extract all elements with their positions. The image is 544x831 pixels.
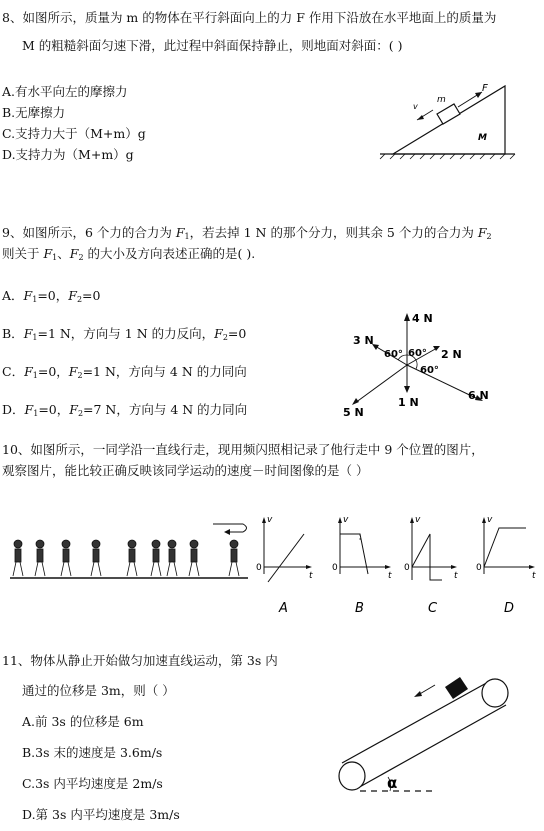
- q10-label-d: D: [504, 601, 515, 616]
- q10-label-c: C: [428, 601, 438, 616]
- q11-option-a: A.前 3s 的位移是 6m: [22, 714, 144, 729]
- q8-option-d: D.支持力为（M+m）g: [2, 147, 134, 162]
- walker-2: [35, 540, 45, 576]
- q8-option-a: A.有水平向左的摩擦力: [2, 84, 128, 99]
- q10-b-o: 0: [332, 563, 338, 573]
- q10-a-o: 0: [256, 563, 262, 573]
- q9-option-c: C．$F_1=0$，$F_2=1$ N，方向与 4 N 的力同向: [2, 364, 247, 380]
- q8-stem-line1: 8、如图所示，质量为 m 的物体在平行斜面向上的力 F 作用下沿放在水平地面上的质量为: [2, 10, 497, 25]
- walker-4: [91, 540, 101, 576]
- q8-label-F: F: [482, 83, 488, 94]
- walker-8: [189, 540, 199, 576]
- q9-label-6N: 6 N: [468, 389, 489, 402]
- q10-d-t: t: [532, 571, 536, 581]
- walker-5: [127, 540, 137, 576]
- q9-option-d: D．$F_1=0$，$F_2=7$ N，方向与 4 N 的力同向: [2, 402, 248, 418]
- q11-incline-cylinder-figure: [330, 665, 530, 800]
- q8-label-v: v: [413, 102, 418, 111]
- q8-stem-line2: M 的粗糙斜面匀速下滑，此过程中斜面保持静止，则地面对斜面：( ): [22, 38, 403, 53]
- q11-label-alpha: α: [387, 774, 398, 792]
- q11-option-d: D.第 3s 内平均速度是 3m/s: [22, 807, 180, 822]
- q10-c-v: v: [415, 515, 421, 525]
- q10-stem-line2: 观察图片，能比较正确反映该同学运动的速度－时间图像的是（ ）: [2, 463, 369, 478]
- q8-option-c: C.支持力大于（M+m）g: [2, 126, 146, 141]
- q10-c-o: 0: [404, 563, 410, 573]
- q11-option-c: C.3s 内平均速度是 2m/s: [22, 776, 163, 791]
- q8-label-m: m: [437, 95, 446, 105]
- q9-label-2N: 2 N: [441, 348, 462, 361]
- q9-label-4N: 4 N: [412, 312, 433, 325]
- q9-stem-line1: 9、如图所示，6 个力的合力为 $F_1$，若去掉 1 N 的那个分力，则其余 5 个力的合力为 $F_2$: [2, 225, 492, 241]
- q9-label-1N: 1 N: [398, 396, 419, 409]
- q9-label-3N: 3 N: [353, 334, 374, 347]
- q10-stem-line1: 10、如图所示，一同学沿一直线行走，现用频闪照相记录了他行走中 9 个位置的图片，: [2, 442, 484, 457]
- q8-label-M: M: [478, 133, 487, 143]
- walker-1: [13, 540, 23, 576]
- q11-option-b: B.3s 末的速度是 3.6m/s: [22, 745, 163, 760]
- q10-a-v: v: [267, 515, 273, 525]
- q9-option-a: A．$F_1=0$，$F_2=0$: [2, 288, 101, 304]
- q10-b-t: t: [388, 571, 392, 581]
- q9-option-b: B．$F_1=1$ N，方向与 1 N 的力反向，$F_2=0$: [2, 326, 247, 342]
- q10-label-a: A: [279, 601, 288, 616]
- walker-figures: [13, 540, 239, 576]
- q8-incline-figure: [375, 78, 520, 160]
- q10-graph-d: [474, 512, 540, 617]
- q9-label-5N: 5 N: [343, 406, 364, 419]
- q10-d-o: 0: [476, 563, 482, 573]
- q10-graph-b: [330, 512, 395, 617]
- q9-stem-line2: 则关于 $F_1$、$F_2$ 的大小及方向表述正确的是( ).: [2, 246, 256, 262]
- walker-3: [61, 540, 71, 576]
- walker-9: [229, 540, 239, 576]
- q11-stem-line2: 通过的位移是 3m，则（ ）: [22, 683, 175, 698]
- q9-force-diagram: [340, 310, 500, 422]
- q10-d-v: v: [487, 515, 493, 525]
- q9-angle-2: 60°: [408, 348, 427, 359]
- q10-c-t: t: [454, 571, 458, 581]
- q10-graph-a: [254, 512, 316, 617]
- q9-angle-1: 60°: [384, 349, 403, 360]
- q10-a-t: t: [309, 571, 313, 581]
- q9-angle-3: 60°: [420, 365, 439, 376]
- q10-graph-c: [402, 512, 462, 617]
- walker-6: [151, 540, 161, 576]
- q11-stem-line1: 11、物体从静止开始做匀加速直线运动，第 3s 内: [2, 653, 278, 668]
- q10-b-v: v: [343, 515, 349, 525]
- walker-7: [167, 540, 177, 576]
- q10-walker-strip: [8, 514, 253, 584]
- q8-option-b: B.无摩擦力: [2, 105, 66, 120]
- q10-label-b: B: [355, 601, 364, 616]
